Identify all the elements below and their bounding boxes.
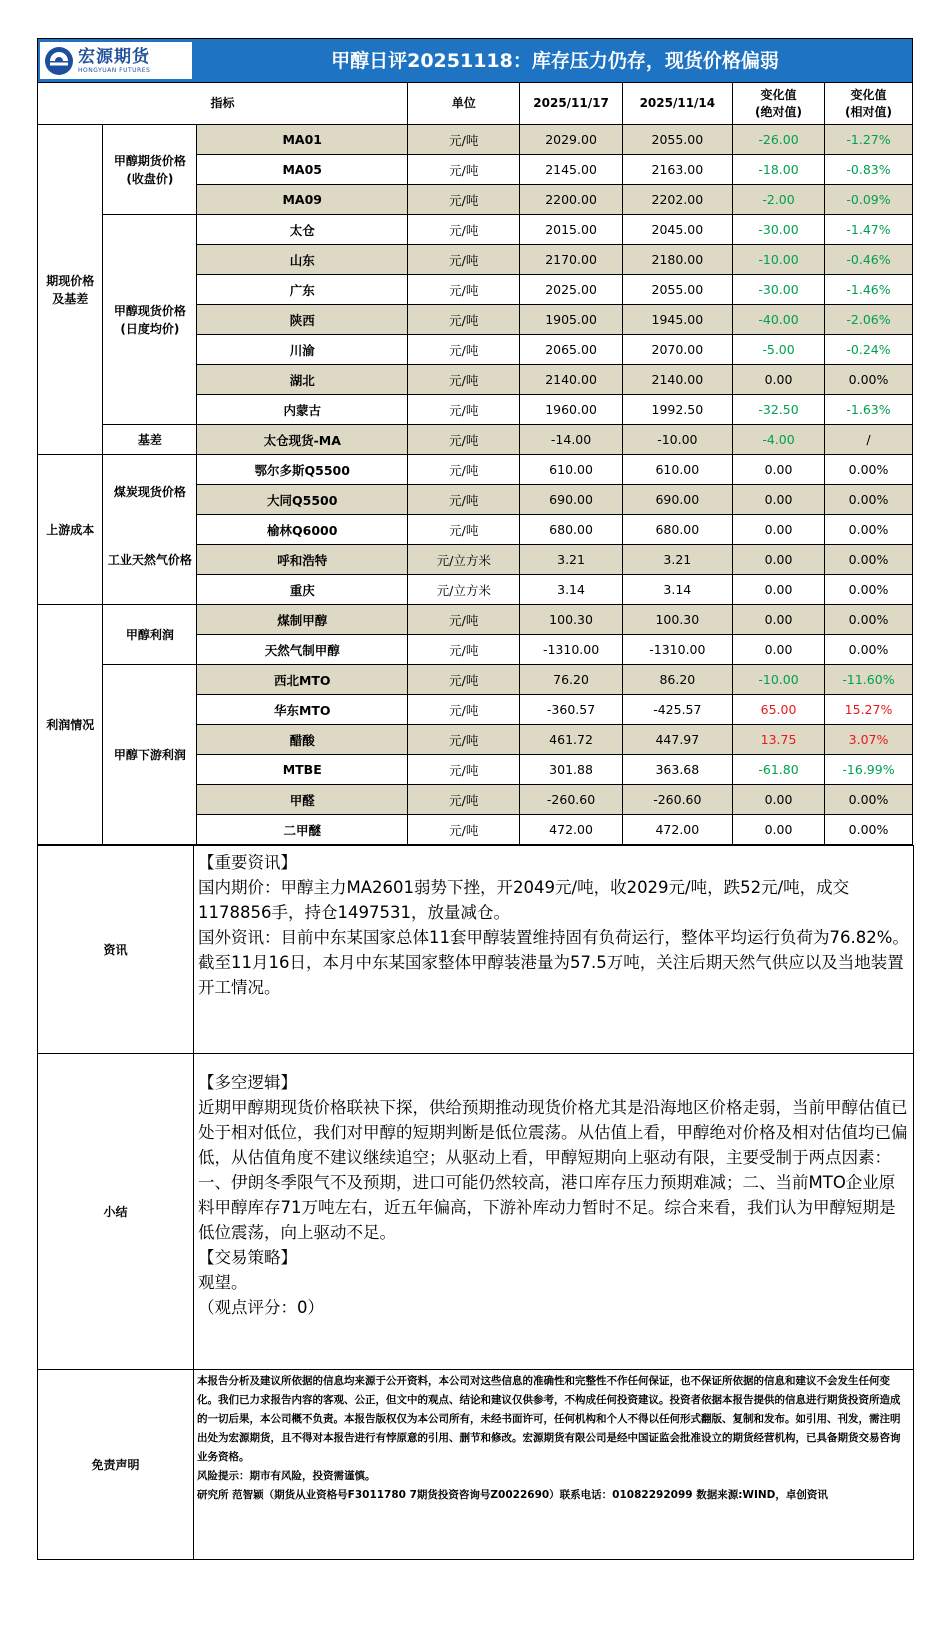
indicator-name: 大同Q5500 <box>197 485 408 515</box>
abs-change: 0.00 <box>733 545 825 575</box>
value-date1: 3.21 <box>520 545 622 575</box>
strategy-heading: 【交易策略】 <box>198 1248 297 1267</box>
abs-change: -32.50 <box>733 395 825 425</box>
unit-cell: 元/吨 <box>408 125 520 155</box>
group-profit: 利润情况 <box>38 605 103 845</box>
news-content <box>194 846 914 1054</box>
text-table <box>37 845 914 1560</box>
rel-change: 0.00% <box>825 515 913 545</box>
indicator-name: MA05 <box>197 155 408 185</box>
value-date2: 472.00 <box>622 815 732 845</box>
value-date1: 301.88 <box>520 755 622 785</box>
rel-change: 0.00% <box>825 605 913 635</box>
indicator-name: MA01 <box>197 125 408 155</box>
rel-change: -1.47% <box>825 215 913 245</box>
value-date1: 2170.00 <box>520 245 622 275</box>
indicator-name: 煤制甲醇 <box>197 605 408 635</box>
risk-text: 风险提示：期市有风险，投资需谨慎。 <box>197 1470 376 1482</box>
disclaimer-section <box>38 1370 914 1560</box>
col-date1: 2025/11/17 <box>520 83 622 125</box>
value-date1: 2015.00 <box>520 215 622 245</box>
value-date2: 363.68 <box>622 755 732 785</box>
value-date2: 2070.00 <box>622 335 732 365</box>
abs-change: 65.00 <box>733 695 825 725</box>
value-date1: 2065.00 <box>520 335 622 365</box>
value-date2: 2202.00 <box>622 185 732 215</box>
value-date2: 1992.50 <box>622 395 732 425</box>
indicator-name: 天然气制甲醇 <box>197 635 408 665</box>
strategy-text: 观望。 <box>198 1273 248 1292</box>
value-date1: 610.00 <box>520 455 622 485</box>
unit-cell: 元/吨 <box>408 755 520 785</box>
rel-change: -0.46% <box>825 245 913 275</box>
table-header-row <box>38 83 913 125</box>
indicator-name: 榆林Q6000 <box>197 515 408 545</box>
sub-coal-price: 煤炭现货价格 <box>113 485 186 499</box>
sub-futures-price-line-2: (收盘价) <box>126 171 174 186</box>
sub-gas-price: 工业天然气价格 <box>107 553 192 567</box>
summary-section <box>38 1054 914 1370</box>
news-domestic: 国内期价：甲醇主力MA2601弱势下挫，开2049元/吨，收2029元/吨，跌52元/吨，成交1178856手，持仓1497531，放量减仓。 <box>198 878 850 922</box>
company-logo <box>40 42 192 79</box>
sub-downstream-profit: 甲醇下游利润 <box>103 665 197 845</box>
value-date1: 100.30 <box>520 605 622 635</box>
value-date2: 447.97 <box>622 725 732 755</box>
value-date2: 100.30 <box>622 605 732 635</box>
value-date2: -260.60 <box>622 785 732 815</box>
value-date1: 76.20 <box>520 665 622 695</box>
col-abs-change <box>733 83 825 125</box>
value-date1: 2145.00 <box>520 155 622 185</box>
abs-change: -30.00 <box>733 275 825 305</box>
value-date1: -14.00 <box>520 425 622 455</box>
value-date2: -1310.00 <box>622 635 732 665</box>
news-label: 资讯 <box>38 846 194 1054</box>
unit-cell: 元/吨 <box>408 515 520 545</box>
unit-cell: 元/吨 <box>408 305 520 335</box>
indicator-name: 太仓 <box>197 215 408 245</box>
value-date2: 3.21 <box>622 545 732 575</box>
rel-change: -1.63% <box>825 395 913 425</box>
rel-change: 0.00% <box>825 365 913 395</box>
logo-en: HONGYUAN FUTURES <box>78 66 151 74</box>
indicator-name: 醋酸 <box>197 725 408 755</box>
value-date2: 3.14 <box>622 575 732 605</box>
rel-change: -0.83% <box>825 155 913 185</box>
sub-spot-price-line-2: (日度均价) <box>120 321 180 336</box>
abs-change: 0.00 <box>733 365 825 395</box>
abs-change: 0.00 <box>733 575 825 605</box>
abs-change: -30.00 <box>733 215 825 245</box>
disclaimer-text: 本报告分析及建议所依据的信息均来源于公开资料，本公司对这些信息的准确性和完整性不作任何保证，也不保证所依据的信息和建议不会发生任何变化。我们已力求报告内容的客观、公正，但文中的观点、结论和建议仅供参考，不构成任何投资建议。投资者依据本报告提供的信息进行期货投资所造成的一切后果，本公司概不负责。本报告版权仅为本公司所有，未经书面许可，任何机构和个人不得以任何形式翻版、复制和发布。如引用、刊发，需注明出处为宏源期货，且不得对本报告进行有悖原意的引用、删节和修改。宏源期货有限公司是经中国证监会批准设立的期货经营机构，已具备期货交易咨询业务资格。 <box>197 1375 901 1463</box>
sub-futures-price <box>103 125 197 215</box>
sub-coal-gas <box>103 455 197 605</box>
abs-change: -2.00 <box>733 185 825 215</box>
value-date1: 2140.00 <box>520 365 622 395</box>
logic-heading: 【多空逻辑】 <box>198 1073 297 1092</box>
rel-change: -1.46% <box>825 275 913 305</box>
rel-change: -16.99% <box>825 755 913 785</box>
summary-content <box>194 1054 914 1370</box>
hongyuan-logo-icon <box>44 46 74 76</box>
value-date2: 690.00 <box>622 485 732 515</box>
rel-change: -0.24% <box>825 335 913 365</box>
logo-text <box>78 47 150 75</box>
sub-spot-price <box>103 215 197 425</box>
col-rel-l1: 变化值 <box>850 87 887 102</box>
summary-label: 小结 <box>38 1054 194 1370</box>
table-row <box>38 425 913 455</box>
abs-change: -40.00 <box>733 305 825 335</box>
value-date1: -260.60 <box>520 785 622 815</box>
rel-change: 0.00% <box>825 815 913 845</box>
col-indicator: 指标 <box>38 83 408 125</box>
news-heading: 【重要资讯】 <box>198 853 297 872</box>
value-date1: 461.72 <box>520 725 622 755</box>
abs-change: 0.00 <box>733 455 825 485</box>
abs-change: -10.00 <box>733 665 825 695</box>
value-date2: 680.00 <box>622 515 732 545</box>
unit-cell: 元/吨 <box>408 185 520 215</box>
abs-change: 0.00 <box>733 815 825 845</box>
col-abs-l2: (绝对值) <box>755 104 803 119</box>
col-unit: 单位 <box>408 83 520 125</box>
unit-cell: 元/立方米 <box>408 545 520 575</box>
unit-cell: 元/吨 <box>408 395 520 425</box>
unit-cell: 元/吨 <box>408 725 520 755</box>
rel-change: 15.27% <box>825 695 913 725</box>
value-date2: 2055.00 <box>622 125 732 155</box>
indicator-name: 太仓现货-MA <box>197 425 408 455</box>
value-date2: 2045.00 <box>622 215 732 245</box>
value-date1: 3.14 <box>520 575 622 605</box>
unit-cell: 元/吨 <box>408 155 520 185</box>
group-futures-spot-line-2: 及基差 <box>52 291 89 306</box>
sub-futures-price-line-1: 甲醇期货价格 <box>113 153 186 168</box>
sub-methanol-profit: 甲醇利润 <box>103 605 197 665</box>
indicator-name: 广东 <box>197 275 408 305</box>
abs-change: 13.75 <box>733 725 825 755</box>
value-date2: 2140.00 <box>622 365 732 395</box>
unit-cell: 元/吨 <box>408 605 520 635</box>
rel-change: -11.60% <box>825 665 913 695</box>
disclaimer-label: 免责声明 <box>38 1370 194 1560</box>
report-title: 甲醇日评20251118：库存压力仍存，现货价格偏弱 <box>331 50 779 72</box>
abs-change: -61.80 <box>733 755 825 785</box>
indicator-name: MA09 <box>197 185 408 215</box>
abs-change: -10.00 <box>733 245 825 275</box>
unit-cell: 元/吨 <box>408 365 520 395</box>
table-row <box>38 215 913 245</box>
value-date1: 2029.00 <box>520 125 622 155</box>
group-futures-spot <box>38 125 103 455</box>
sub-basis: 基差 <box>103 425 197 455</box>
unit-cell: 元/吨 <box>408 815 520 845</box>
table-row <box>38 665 913 695</box>
indicator-name: 甲醛 <box>197 785 408 815</box>
value-date1: 2200.00 <box>520 185 622 215</box>
unit-cell: 元/吨 <box>408 455 520 485</box>
news-foreign: 国外资讯：目前中东某国家总体11套甲醇装置维持固有负荷运行，整体平均运行负荷为76.82%。截至11月16日，本月中东某国家整体甲醇装港量为57.5万吨，关注后期天然气供应以及当地装置开工情况。 <box>198 928 909 997</box>
value-date2: 2180.00 <box>622 245 732 275</box>
value-date1: -1310.00 <box>520 635 622 665</box>
report-header <box>37 38 913 82</box>
indicator-name: MTBE <box>197 755 408 785</box>
value-date2: 86.20 <box>622 665 732 695</box>
report-sheet <box>37 38 913 1560</box>
score-text: （观点评分：0） <box>198 1298 324 1317</box>
rel-change: 0.00% <box>825 575 913 605</box>
data-table <box>37 82 913 845</box>
unit-cell: 元/吨 <box>408 215 520 245</box>
col-date2: 2025/11/14 <box>622 83 732 125</box>
col-rel-l2: (相对值) <box>845 104 892 119</box>
rel-change: 0.00% <box>825 635 913 665</box>
unit-cell: 元/立方米 <box>408 575 520 605</box>
rel-change: 3.07% <box>825 725 913 755</box>
rel-change: -2.06% <box>825 305 913 335</box>
rel-change: 0.00% <box>825 455 913 485</box>
indicator-name: 西北MTO <box>197 665 408 695</box>
indicator-name: 川渝 <box>197 335 408 365</box>
value-date2: 610.00 <box>622 455 732 485</box>
col-abs-l1: 变化值 <box>760 87 797 102</box>
value-date2: 2055.00 <box>622 275 732 305</box>
indicator-name: 华东MTO <box>197 695 408 725</box>
logo-cn: 宏源期货 <box>78 46 150 67</box>
abs-change: -5.00 <box>733 335 825 365</box>
indicator-name: 山东 <box>197 245 408 275</box>
abs-change: 0.00 <box>733 515 825 545</box>
value-date1: 472.00 <box>520 815 622 845</box>
unit-cell: 元/吨 <box>408 635 520 665</box>
sub-spot-price-line-1: 甲醇现货价格 <box>113 303 186 318</box>
abs-change: -4.00 <box>733 425 825 455</box>
indicator-name: 二甲醚 <box>197 815 408 845</box>
unit-cell: 元/吨 <box>408 485 520 515</box>
unit-cell: 元/吨 <box>408 695 520 725</box>
table-row <box>38 605 913 635</box>
indicator-name: 鄂尔多斯Q5500 <box>197 455 408 485</box>
table-row <box>38 455 913 485</box>
indicator-name: 湖北 <box>197 365 408 395</box>
abs-change: -18.00 <box>733 155 825 185</box>
disclaimer-content <box>194 1370 914 1560</box>
unit-cell: 元/吨 <box>408 245 520 275</box>
abs-change: 0.00 <box>733 485 825 515</box>
unit-cell: 元/吨 <box>408 335 520 365</box>
author-text: 研究所 范智颖（期货从业资格号F3011780 7期货投资咨询号Z0022690）联系电话：01082292099 数据来源:WIND，卓创资讯 <box>197 1489 828 1501</box>
unit-cell: 元/吨 <box>408 425 520 455</box>
group-upstream-cost: 上游成本 <box>38 455 103 605</box>
value-date1: 690.00 <box>520 485 622 515</box>
abs-change: 0.00 <box>733 785 825 815</box>
value-date1: -360.57 <box>520 695 622 725</box>
value-date1: 1905.00 <box>520 305 622 335</box>
unit-cell: 元/吨 <box>408 275 520 305</box>
value-date2: 2163.00 <box>622 155 732 185</box>
indicator-name: 陕西 <box>197 305 408 335</box>
rel-change: 0.00% <box>825 545 913 575</box>
rel-change: 0.00% <box>825 785 913 815</box>
unit-cell: 元/吨 <box>408 665 520 695</box>
value-date1: 2025.00 <box>520 275 622 305</box>
group-futures-spot-line-1: 期现价格 <box>46 273 95 288</box>
rel-change: -1.27% <box>825 125 913 155</box>
rel-change: -0.09% <box>825 185 913 215</box>
rel-change: / <box>825 425 913 455</box>
indicator-name: 呼和浩特 <box>197 545 408 575</box>
value-date2: -425.57 <box>622 695 732 725</box>
abs-change: 0.00 <box>733 635 825 665</box>
news-section <box>38 846 914 1054</box>
logic-text: 近期甲醇期现货价格联袂下探，供给预期推动现货价格尤其是沿海地区价格走弱，当前甲醇估值已处于相对低位，我们对甲醇的短期判断是低位震荡。从估值上看，甲醇绝对价格及相对估值均已偏低，从估值角度不建议继续追空；从驱动上看，甲醇短期向上驱动有限，主要受制于两点因素：一、伊朗冬季限气不及预期，进口可能仍然较高，港口库存压力预期难减；二、当前MTO企业原料甲醇库存71万吨左右，近五年偏高，下游补库动力暂时不足。综合来看，我们认为甲醇短期是低位震荡，向上驱动不足。 <box>198 1098 908 1242</box>
value-date1: 680.00 <box>520 515 622 545</box>
value-date2: 1945.00 <box>622 305 732 335</box>
table-row <box>38 125 913 155</box>
abs-change: -26.00 <box>733 125 825 155</box>
indicator-name: 重庆 <box>197 575 408 605</box>
abs-change: 0.00 <box>733 605 825 635</box>
col-rel-change <box>825 83 913 125</box>
value-date2: -10.00 <box>622 425 732 455</box>
unit-cell: 元/吨 <box>408 785 520 815</box>
rel-change: 0.00% <box>825 485 913 515</box>
value-date1: 1960.00 <box>520 395 622 425</box>
indicator-name: 内蒙古 <box>197 395 408 425</box>
